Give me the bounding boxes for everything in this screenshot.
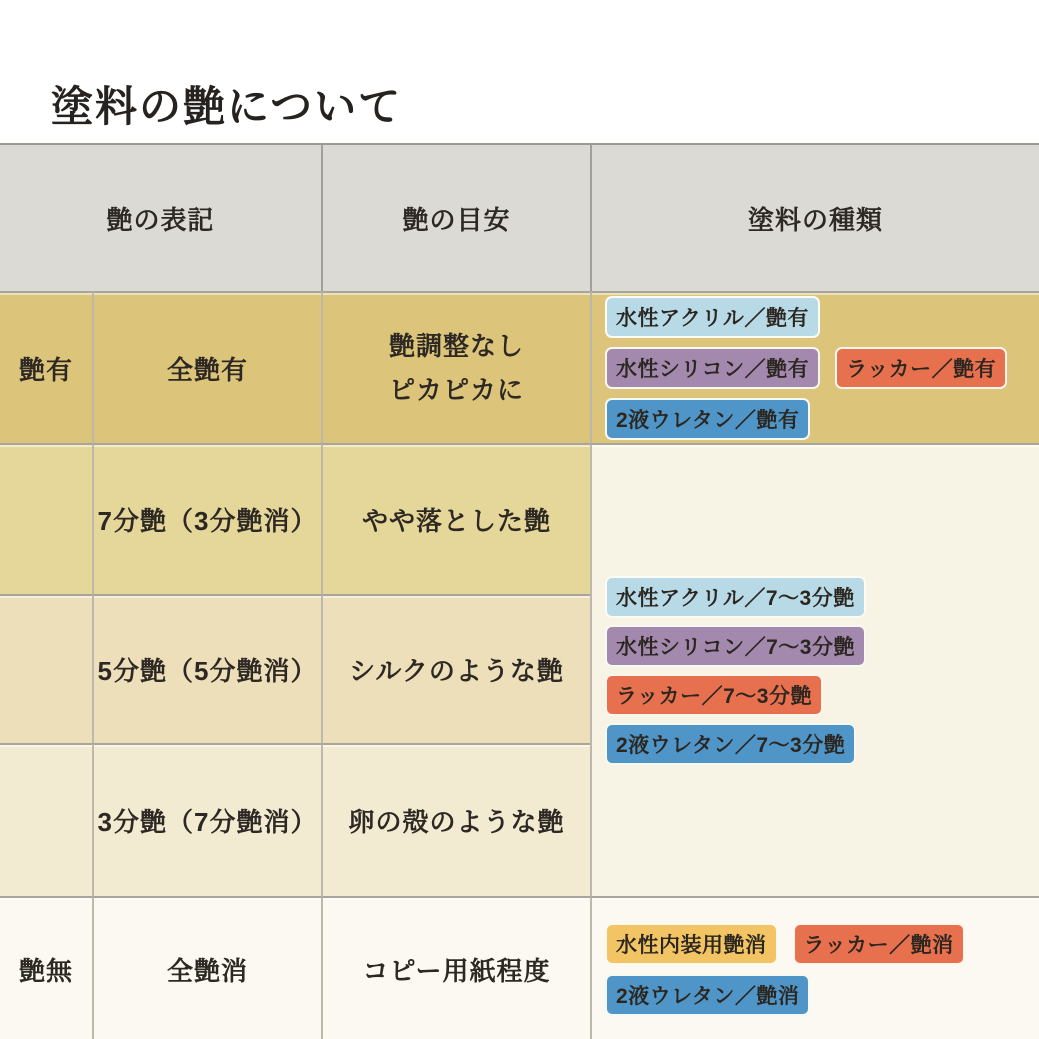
guide-70: やや落とした艶 bbox=[321, 443, 590, 594]
paint-badge: 2液ウレタン／艶有 bbox=[605, 398, 810, 440]
notation-30: 3分艶（7分艶消） bbox=[92, 743, 321, 896]
notation-full-matte: 全艶消 bbox=[92, 896, 321, 1039]
paint-badge: 2液ウレタン／7〜3分艶 bbox=[605, 723, 856, 765]
gloss-group-label: 艶有 bbox=[0, 291, 92, 443]
paint-badges-full-gloss bbox=[590, 291, 1039, 443]
paint-badges-7-to-3 bbox=[590, 443, 1039, 896]
paint-badge: 2液ウレタン／艶消 bbox=[605, 974, 810, 1016]
paint-badge: 水性アクリル／7〜3分艶 bbox=[605, 576, 866, 618]
paint-badge: 水性シリコン／7〜3分艶 bbox=[605, 625, 866, 667]
paint-badge: ラッカー／7〜3分艶 bbox=[605, 674, 823, 716]
guide-full-matte: コピー用紙程度 bbox=[321, 896, 590, 1039]
notation-full-gloss: 全艶有 bbox=[92, 291, 321, 443]
notation-70: 7分艶（3分艶消） bbox=[92, 443, 321, 594]
paint-badge: 水性シリコン／艶有 bbox=[605, 347, 820, 389]
gloss-group-spacer bbox=[0, 443, 92, 594]
header-guide: 艶の目安 bbox=[321, 145, 590, 291]
notation-50: 5分艶（5分艶消） bbox=[92, 594, 321, 743]
guide-full-gloss-line1: 艶調整なし bbox=[388, 330, 524, 361]
guide-full-gloss-line2: ピカピカに bbox=[388, 375, 524, 405]
guide-30: 卵の殻のような艶 bbox=[321, 743, 590, 896]
paint-badges-matte bbox=[590, 896, 1039, 1039]
paint-badge: ラッカー／艶消 bbox=[793, 923, 965, 965]
guide-50: シルクのような艶 bbox=[321, 594, 590, 743]
matte-group-label: 艶無 bbox=[0, 896, 92, 1039]
gloss-table bbox=[0, 143, 1039, 1039]
gloss-group-spacer bbox=[0, 594, 92, 743]
header-paint-type: 塗料の種類 bbox=[590, 145, 1039, 291]
guide-full-gloss bbox=[321, 291, 590, 443]
gloss-group-spacer bbox=[0, 743, 92, 896]
paint-badge: 水性内装用艶消 bbox=[605, 923, 778, 965]
paint-badge: ラッカー／艶有 bbox=[835, 347, 1007, 389]
page-title: 塗料の艶について bbox=[51, 83, 403, 131]
paint-badge: 水性アクリル／艶有 bbox=[605, 296, 820, 338]
header-notation: 艶の表記 bbox=[0, 145, 321, 291]
